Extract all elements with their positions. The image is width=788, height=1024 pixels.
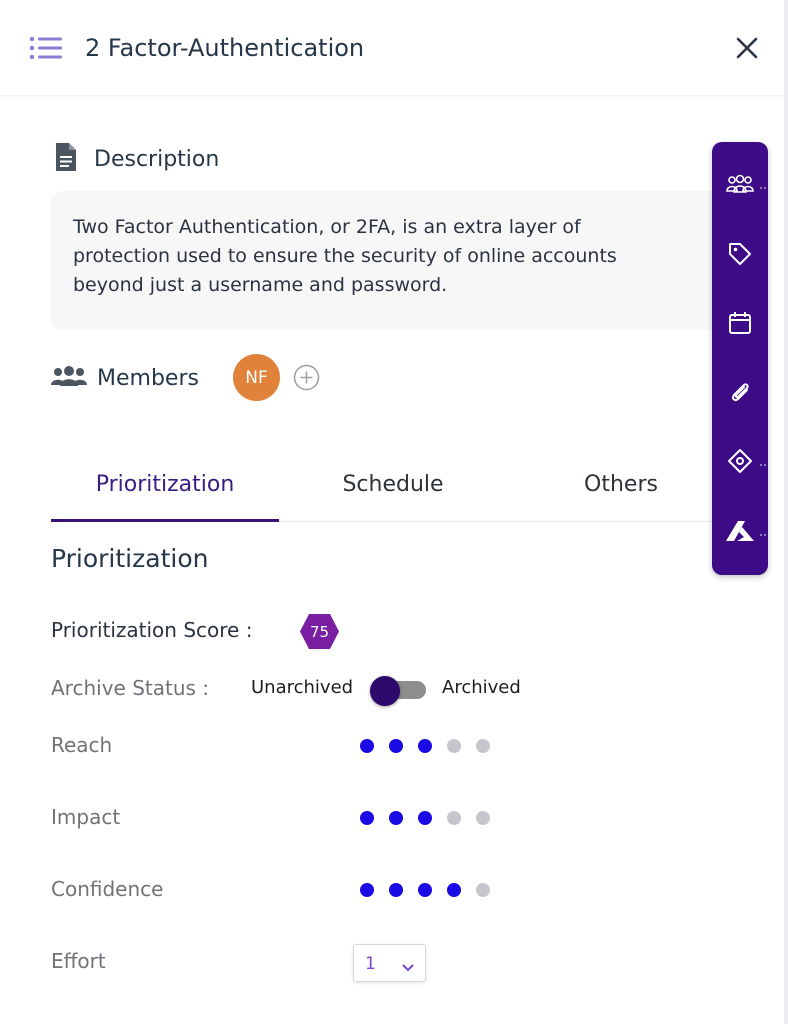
rating-dot[interactable]: [360, 739, 374, 753]
chevron-down-icon: [401, 958, 415, 968]
reach-label: Reach: [51, 733, 113, 757]
rating-dot[interactable]: [389, 811, 403, 825]
rating-dot[interactable]: [418, 883, 432, 897]
rating-dot[interactable]: [476, 811, 490, 825]
document-icon: [54, 142, 78, 176]
rating-dot[interactable]: [360, 883, 374, 897]
rating-dot[interactable]: [360, 811, 374, 825]
avatar[interactable]: NF: [233, 354, 280, 401]
archived-label: Archived: [442, 677, 521, 698]
confidence-label: Confidence: [51, 877, 164, 901]
impact-rating: [360, 811, 490, 825]
members-label: Members: [97, 365, 199, 391]
list-icon[interactable]: [28, 35, 64, 61]
paperclip-icon[interactable]: [724, 376, 756, 408]
description-heading: [54, 142, 219, 176]
score-badge: [299, 613, 340, 650]
unarchived-label: Unarchived: [251, 677, 354, 698]
plus-circle-icon[interactable]: [293, 364, 320, 391]
archive-status-label: Archive Status :: [51, 676, 210, 700]
effort-label: Effort: [51, 949, 106, 973]
tab-bar: [51, 462, 735, 522]
calendar-icon[interactable]: [724, 307, 756, 339]
description-text: Two Factor Authentication, or 2FA, is an extra layer of protection used to ensure the security of online accounts beyond just a username and password.: [73, 216, 617, 296]
team-icon[interactable]: [724, 168, 756, 200]
impact-label: Impact: [51, 805, 121, 829]
diamond-target-icon[interactable]: [724, 445, 756, 477]
header: [0, 0, 784, 96]
tab-schedule[interactable]: Schedule: [342, 472, 444, 497]
rating-dot[interactable]: [389, 883, 403, 897]
more-dots: [760, 464, 766, 466]
confidence-rating: [360, 883, 490, 897]
more-dots: [760, 187, 766, 189]
rating-dot[interactable]: [447, 883, 461, 897]
rating-dot[interactable]: [476, 883, 490, 897]
page-title: 2 Factor-Authentication: [85, 34, 365, 62]
active-tab-indicator: [51, 519, 279, 522]
description-box: [51, 191, 731, 330]
effort-value: 1: [365, 954, 376, 974]
tab-prioritization[interactable]: Prioritization: [95, 472, 235, 497]
panel-right-edge: [784, 0, 788, 1024]
rating-dot[interactable]: [447, 739, 461, 753]
rating-dot[interactable]: [447, 811, 461, 825]
more-dots: [760, 534, 766, 536]
description-label: Description: [94, 146, 220, 172]
rating-dot[interactable]: [389, 739, 403, 753]
effort-select[interactable]: [353, 944, 426, 982]
members-heading: [51, 360, 199, 396]
side-toolbar: [712, 142, 768, 575]
people-icon: [51, 365, 87, 391]
archive-toggle[interactable]: [370, 676, 426, 704]
rating-dot[interactable]: [418, 739, 432, 753]
score-label: Prioritization Score :: [51, 618, 253, 642]
reach-rating: [360, 739, 490, 753]
tag-icon[interactable]: [724, 238, 756, 270]
rating-dot[interactable]: [418, 811, 432, 825]
close-icon[interactable]: [733, 34, 761, 62]
score-value: 75: [309, 622, 330, 641]
rating-dot[interactable]: [476, 739, 490, 753]
toggle-knob: [370, 676, 400, 706]
tab-others[interactable]: Others: [584, 472, 658, 497]
azure-icon[interactable]: [724, 515, 756, 547]
section-title: Prioritization: [51, 544, 209, 573]
